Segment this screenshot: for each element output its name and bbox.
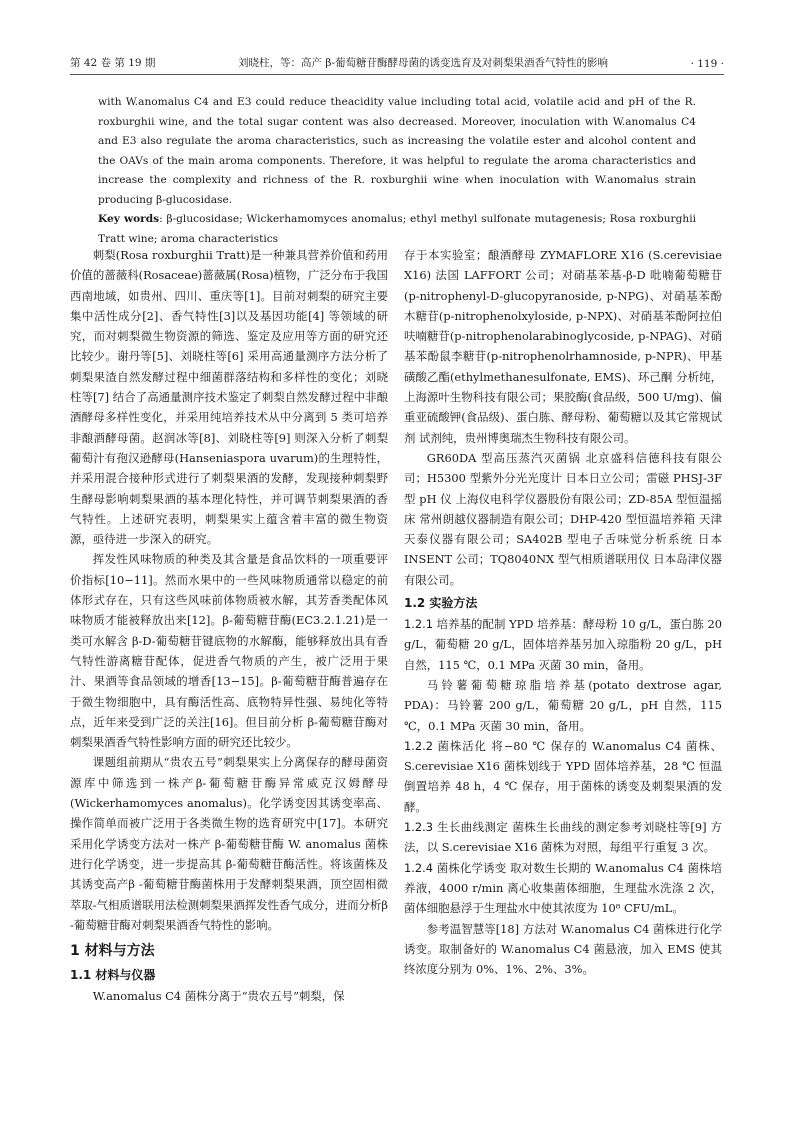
left-column <box>70 245 388 1006</box>
issue-label: 第 42 卷 第 19 期 <box>70 57 156 69</box>
section-1-2-3-title: 1.2.3 生长曲线测定 <box>404 820 509 835</box>
section-1-2-4-text: 取对数生长期的 W.anomalus C4 菌株培养液，4000 r/min 离心收集菌体细胞，生理盐水洗涤 2 次，菌体细胞悬浮于生理盐水中使其浓度为 10⁸ CFU/mL。 <box>404 860 723 916</box>
subsection-heading-materials: 1.1 材料与仪器 <box>70 968 156 983</box>
section-1-2-1-title: 1.2.1 培养基的配制 <box>404 617 506 632</box>
subsection-heading-methods: 1.2 实验方法 <box>404 596 478 611</box>
keywords-line <box>98 210 696 249</box>
section-1-2-4-title: 1.2.4 菌株化学诱变 <box>404 860 507 875</box>
section-heading-methods: 1 材料与方法 <box>70 943 155 960</box>
pda-paragraph: 马铃薯葡萄糖琼脂培养基(potato dextrose agar, PDA)：马铃薯 200 g/L，葡萄糖 20 g/L，pH 自然，115 ℃，0.1 MPa 灭菌 30 min，备用。 <box>404 677 722 733</box>
intro-paragraph-2: 挥发性风味物质的种类及其含量是食品饮料的一项重要评价指标[10−11]。然而水果中的一些风味物质通常以稳定的前体形式存在，只有这些风味前体物质被水解，其芳香类配体风味物质才能被释放出来[12]。β-葡萄糖苷酶(EC3.2.1.21)是一类可水解含 β-D-葡萄糖苷键底物的水解酶，能够释放出具有香气特性游离糖苷配体，促进香气物质的产生，被广泛用于果汁、果酒等食品领域的增香[13−15]。β-葡萄糖苷酶普遍存在于微生物细胞中，具有酶活性高、底物特异性强、易纯化等特点，近年来受到广泛的关注[16]。但目前分析 β-葡萄糖苷酶对刺梨果酒香气特性影响方面的研究还比较少。 <box>70 552 388 750</box>
section-1-2-1-text: YPD 培养基：酵母粉 10 g/L，蛋白胨 20 g/L，葡萄糖 20 g/L，固体培养基另加入琼脂粉 20 g/L，pH 自然，115 ℃，0.1 MPa 灭菌 30 min，备用。 <box>404 617 723 672</box>
section-1-2-2-title: 1.2.2 菌株活化 <box>404 738 487 753</box>
materials-paragraph-start: W.anomalus C4 菌株分离于“贵农五号”刺梨，保 <box>92 989 345 1004</box>
section-1-2-3-text: 菌株生长曲线的测定参考刘晓柱等[9] 方法，以 S.cerevisiae X16 菌株为对照，每组平行重复 3 次。 <box>404 820 723 855</box>
abstract-text: with W.anomalus C4 and E3 could reduce theacidity value including total acid, volatile acid and pH of the R. roxburghii wine, and the total sugar content was also decreased. Moreover, inoculation with W.anomalus C4 and E3 also regulate the aroma characteristics, such as increasing the volatile ester and alcohol content and the OAVs of the main aroma components. Therefore, it was helpful to regulate the aroma characteristics and increase the complexity and richness of the R. roxburghii wine when inoculation with W.anomalus strain producing β-glucosidase. <box>98 96 696 206</box>
running-header <box>70 52 724 75</box>
abstract-block <box>98 93 696 249</box>
mutagenesis-paragraph: 参考温智慧等[18] 方法对 W.anomalus C4 菌株进行化学诱变。取制备好的 W.anomalus C4 菌悬液，加入 EMS 使其终浓度分别为 0%、1%、2%、3%。 <box>404 921 722 977</box>
page-number: · 119 · <box>690 58 724 70</box>
instruments-paragraph: GR60DA 型高压蒸汽灭菌锅 北京盛科信德科技有限公司；H5300 型紫外分光光度计 日本日立公司；雷磁 PHSJ-3F 型 pH 仪 上海仪电科学仪器股份有限公司；ZD-85A 型恒温摇床 常州朗越仪器制造有限公司；DHP-420 型恒温培养箱 天津天泰仪器有限公司；SA402B 型电子舌味觉分析系统 日本 INSENT 公司；TQ8040NX 型气相质谱联用仪 日本岛津仪器有限公司。 <box>404 450 722 587</box>
materials-paragraph-cont: 存于本实验室；酿酒酵母 ZYMAFLORE X16 (S.cerevisiae X16) 法国 LAFFORT 公司；对硝基苯基-β-D 吡喃葡萄糖苷(p-nitrophenyl-D-glucopyranoside, p-NPG)、对硝基苯酚木糖苷(p-nitrophenolxyloside, p-NPX)、对硝基苯酚阿拉伯呋喃糖苷(p-nitrophenolarabinoglycoside, p-NPAG)、对硝基苯酚鼠李糖苷(p-nitrophenolrhamnoside, p-NPR)、甲基磺酸乙酯(ethylmethanesulfonate, EMS)、环己酮 分析纯，上海源叶生物科技有限公司；果胶酶(食品级，500 U/mg)、偏重亚硫酸钾(食品级)、蛋白胨、酵母粉、葡萄糖以及其它常规试剂 试剂纯，贵州博奥瑞杰生物科技有限公司。 <box>404 248 722 445</box>
right-column <box>404 245 722 979</box>
intro-paragraph-3: 课题组前期从“贵农五号”刺梨果实上分离保存的酵母菌资源库中筛选到一株产β-葡萄糖苷酶异常威克汉姆酵母(Wickerhamomyces anomalus)。化学诱变因其诱变率高、操作简单而被广泛用于各类微生物的选育研究中[17]。本研究采用化学诱变方法对一株产 β-葡萄糖苷酶 W. anomalus 菌株进行化学诱变，进一步提高其 β-葡萄糖苷酶活性。将该菌株及其诱变高产β -葡萄糖苷酶菌株用于发酵刺梨果酒，顶空固相微萃取-气相质谱联用法检测刺梨果酒挥发性香气成分，进而分析β -葡萄糖苷酶对刺梨果酒香气特性的影响。 <box>70 755 388 932</box>
intro-paragraph-1: 刺梨(Rosa roxburghii Tratt)是一种兼具营养价值和药用价值的蔷薇科(Rosaceae)蔷薇属(Rosa)植物，广泛分布于我国西南地域，如贵州、四川、重庆等[1]。目前对刺梨的研究主要集中活性成分[2]、香气特性[3]以及基因功能[4] 等领域的研究，而对刺梨微生物资源的筛选、鉴定及应用等方面的研究还比较少。谢丹等[5]、刘晓柱等[6] 采用高通量测序方法分析了刺梨果渣自然发酵过程中细菌群落结构和多样性的变化；刘晓柱等[7] 结合了高通量测序技术鉴定了刺梨自然发酵过程中非酿酒酵母多样性变化，并采用纯培养技术从中分离到 5 类可培养非酿酒酵母菌。赵润冰等[8]、刘晓柱等[9] 则深入分析了刺梨葡萄汁有孢汉逊酵母(Hanseniaspora uvarum)的生理特性，并采用混合接种形式进行了刺梨果酒的发酵，发现接种刺梨野生酵母影响刺梨果酒的基本理化特性，并可调节刺梨果酒的香气特性。上述研究表明，刺梨果实上蕴含着丰富的微生物资源，亟待进一步深入的研究。 <box>70 248 388 547</box>
running-title: 刘晓柱，等：高产 β-葡萄糖苷酶酵母菌的诱变选育及对刺梨果酒香气特性的影响 <box>238 57 608 69</box>
keywords-label: Key words <box>98 213 160 225</box>
section-1-2-2-text: 将−80 ℃ 保存的 W.anomalus C4 菌株、S.cerevisiae X16 菌株划线于 YPD 固体培养基，28 ℃ 恒温倒置培养 48 h，4 ℃ 保存，用于菌株的诱变及刺梨果酒的发酵。 <box>404 738 722 814</box>
keywords-text: : β-glucosidase; Wickerhamomyces anomalus; ethyl methyl sulfonate mutagenesis; Rosa roxburghii Tratt wine; aroma characteristics <box>98 213 696 245</box>
